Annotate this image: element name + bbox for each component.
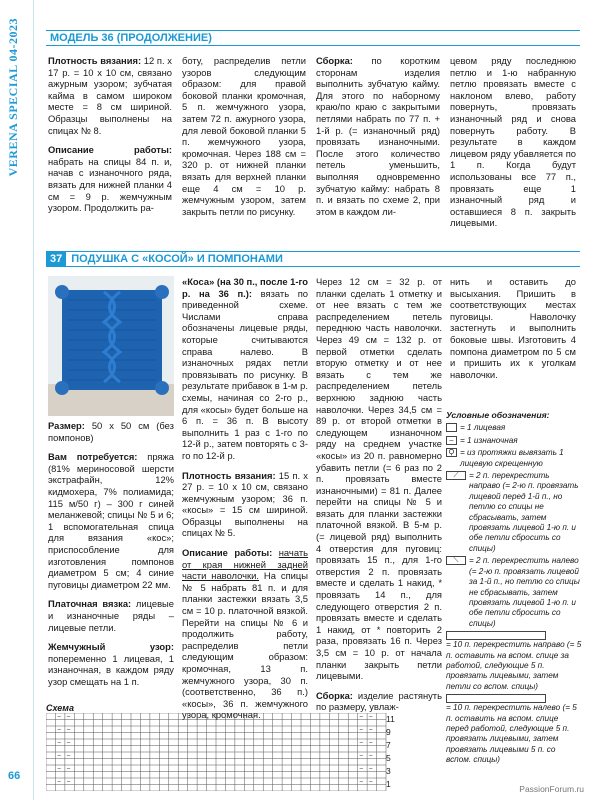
cable-right-icon: [446, 631, 546, 640]
chart-symbol: –: [57, 753, 61, 760]
s2-column-2: [182, 276, 308, 729]
cable-text: вязать по приведенной схеме. Числами справа обозначены лицевые ряды, которые считываются справа налево. В изнаночных рядах петли провязывать по рисунку. В результате прибавок в 1-м р. схемы, начиная со 2-го р., для «косы» будет больше на 6 п. = 36 п. В высоту выполнить 1 раз с 1-го по 12-й р., затем повторять с 3-го по 12-й р.: [182, 287, 309, 461]
chart-symbol: –: [369, 766, 373, 773]
chart-symbol: –: [66, 766, 71, 773]
page-sidebar: [0, 0, 34, 800]
symbol-legend: [446, 410, 582, 768]
garter-label: Платочная вязка:: [48, 598, 132, 610]
model-title: ПОДУШКА С «КОСОЙ» И ПОМПОНАМИ: [71, 253, 283, 265]
chart-symbol: –: [57, 779, 61, 786]
legend-item: ⟋ = 2 п. перекрестить направо (= 2-ю п. провязать лицевой перед 1-й п., но петлю со спицы не сбрасывать, затем провязать лицевой 1-ю п. и обе петли сбросить со спицы): [446, 471, 582, 554]
s2-column-1: [48, 420, 174, 695]
chart-symbol: –: [57, 727, 61, 734]
materials-label: Вам потребуется:: [48, 451, 138, 463]
chart-symbol: –: [66, 753, 71, 760]
density-label: Плотность вязания:: [48, 55, 142, 66]
model-number-badge: 37: [46, 252, 66, 267]
assembly2-text: изделие растянуть по размеру, увлаж-: [316, 689, 442, 713]
s1-column-4: [450, 55, 576, 237]
chart-symbol: –: [359, 753, 364, 760]
legend-item: ⟍ = 2 п. перекрестить налево (= 2-ю п. провязать лицевой за 1-й п., но петлю со спицы не сбрасывать, затем провязать лицевой 1-ю п. и обе петли сбросить со спицы): [446, 556, 582, 629]
chart-symbol: –: [369, 727, 373, 734]
magazine-title: VERENA SPECIAL 04-2023: [6, 18, 20, 177]
chart-symbol: –: [66, 740, 71, 747]
chart-symbol: –: [66, 727, 71, 734]
pillow-photo: [48, 276, 174, 416]
watermark: PassionForum.ru: [519, 784, 584, 794]
work2-label: Описание работы:: [182, 547, 273, 559]
work-text: набрать на спицы 84 п. и, начав с изнаночного ряда, вязать для нижней планки 4 см = 9 р. жемчужным узором. Продолжить ра-: [48, 155, 172, 214]
s1-col4-text: цевом ряду последнюю петлю и 1-ю набранную петлю провязать вместе с наклоном влево, работу повернуть, провязать изнаночный ряд и снова повернуть работу. В результате в каждом лицевом ряду убавляется по 1 п. Когда будут использованы все 77 п., провязать еще 1 изнаночный ряд и оставшиеся 8 п. закрыть лицевыми.: [450, 55, 576, 229]
knitting-chart: [46, 713, 392, 791]
s2-col4-text: нить и оставить до высыхания. Пришить в соответствующих местах пуговицы. Наволочку застегнуть и выполнить боковые швы. Изготовить 4 помпона диаметром по 5 см и пришить их к уголкам наволочки.: [450, 276, 576, 380]
chart-symbol: –: [369, 779, 373, 786]
page-number: 66: [8, 770, 21, 782]
chart-symbol: –: [57, 740, 61, 747]
s2-col3-text: Через 12 см = 32 р. от планки сделать 1 отметку и от нее вязать с тем же распределением петель переднюю часть наволочки. Через 49 см = 132 р. от первой отметки сделать вторую отметку и от нее вязать с тем же распределением петель верхнюю заднюю часть наволочки. Через 34,5 см = 89 р. от второй отметки в следующем изнаночном ряду на среднем участке «косы» из 20 п. равномерно убавить петли (= 6 раз по 2 п. провязать вместе изнаночными) = 81 п. Далее перейти на спицы № 5 и вязать для планки застежки платочной вязкой. В 5-м р. (= лицевой ряд) выполнить 4 отверстия для пуговиц: провязать 15 п., для 1-го отверстия 2 п. провязать вместе и сделать 1 накид, * провязать 14 п., для следующего отверстия 2 п. провязать вместе и сделать 1 накид, от * повторить 2 раза, провязать 16 п. Через 3,5 см = 10 р. от начала планки закрыть петли лицевыми.: [316, 276, 442, 682]
work2-underlined: начать от края нижней задней части наволочки.: [182, 547, 309, 582]
chart-symbol: –: [369, 753, 373, 760]
knit-symbol-icon: [446, 423, 457, 432]
chart-symbol: –: [66, 779, 71, 786]
pillow-illustration: [48, 276, 174, 416]
materials-text: пряжа (81% мериносовой шерсти экстрафайн, 12% кидмохера, 7% полиамида; 115 м/50 г) – 300 г синей меланжевой; спицы № 5 и 6; 1 вспомогательная спица для вязания «кос»; приспособление для изготовления помпонов диаметром 5 см; 4 синие пуговицы диаметром 22 мм.: [48, 451, 174, 590]
purl-symbol-icon: –: [446, 436, 457, 445]
s1-column-3: [316, 55, 440, 225]
size-label: Размер:: [48, 420, 85, 431]
chart-symbol: –: [369, 740, 373, 747]
density2-label: Плотность вязания:: [182, 469, 276, 481]
chart-symbol: –: [359, 714, 364, 721]
scheme-title: Схема: [46, 703, 74, 713]
section-title-model-36: МОДЕЛЬ 36 (ПРОДОЛЖЕНИЕ): [46, 30, 580, 46]
chart-symbol: –: [66, 714, 71, 721]
cable-label: «Коса» (на 30 п., после 1-го р. на 36 п.):: [182, 276, 308, 299]
legend-item: = 10 п. перекрестить налево (= 5 п. оставить на вспом. спице перед работой, следующие 5 п. провязать лицевыми, затем провязать лицевыми 5 п. со вспом. спицы): [446, 694, 582, 765]
chart-symbol: –: [359, 766, 364, 773]
density2-text: 15 п. х 27 р. = 10 х 10 см, связано жемчужным узором; 36 п. «косы» = 15 см шириной. Образцы выполнены на спицах № 5.: [182, 469, 308, 539]
legend-item: Ϙ = из протяжки вывязать 1 лицевую скрещенную: [446, 448, 582, 469]
cross-left-icon: ⟍: [446, 556, 466, 565]
chart-symbol: –: [57, 766, 61, 773]
seed-text: попеременно 1 лицевая, 1 изнаночная, в каждом ряду узор смещать на 1 п.: [48, 652, 174, 687]
garter-text: лицевые и изнаночные ряды – лицевые петли.: [48, 598, 174, 633]
cross-right-icon: ⟋: [446, 471, 466, 480]
density-text: 12 п. х 17 р. = 10 х 10 см, связано ажурным узором; зубчатая кайма в самом широком месте = 8 см шириной. Образцы выполнены на спицах № 8.: [48, 55, 172, 136]
twisted-stitch-icon: Ϙ: [446, 448, 457, 457]
chart-symbol: –: [359, 779, 364, 786]
s2-column-4: [450, 276, 576, 388]
legend-item: – = 1 изнаночная: [446, 436, 582, 446]
seed-label: Жемчужный узор:: [48, 641, 174, 653]
assembly-text: по коротким сторонам изделия выполнить зубчатую кайму. Для этого по наборному краю/по краю с закрытыми петлями набрать по 77 п. + 1-й р. (= изнаночный ряд) провязать изнаночными. После этого количество петель уменьшить, выполняя одновременно зубчатую кайму: набрать 8 п. и вязать по схеме 2, при этом в каждом ли-: [316, 55, 440, 217]
chart-symbol: –: [359, 727, 364, 734]
section-title-model-37: [46, 251, 580, 267]
work2-text: На спицы № 5 набрать 81 п. и для планки застежки вязать 3,5 см = 10 р. платочной вязкой. Перейти на спицы № 6 и продолжить работу, распределив петли следующим образом: кромочная, 13 п. жемчужного узора, 30 п. (соответственно, 36 п.) «косы», 36 п. жемчужного узора, кромочная.: [182, 570, 308, 721]
s1-col2-text: боту, распределив петли узоров следующим образом: для правой боковой планки кромочная, 5 п. жемчужного узора, затем 72 п. ажурного узора, для левой боковой планки 5 п. жемчужного узора, кромочная. Через 188 см = 320 р. от нижней планки вязать для верхней планки еще 4 см = 10 р. жемчужным узором, затем закрыть петли по рисунку.: [182, 55, 306, 217]
assembly-label: Сборка:: [316, 55, 353, 66]
size-text: 50 х 50 см (без помпонов): [48, 420, 174, 443]
s1-column-1: [48, 55, 172, 222]
chart-symbol: –: [359, 740, 364, 747]
chart-row-numbers: 11 9 7 5 3 1: [386, 714, 395, 789]
chart-symbol: –: [369, 714, 373, 721]
cable-left-icon: [446, 694, 546, 703]
legend-item: = 10 п. перекрестить направо (= 5 п. оставить на вспом. спице за работой, следующие 5 п. провязать лицевыми, затем петли со вспом. спицы): [446, 631, 582, 692]
s1-column-2: [182, 55, 306, 225]
chart-symbol: –: [57, 714, 61, 721]
assembly2-label: Сборка:: [316, 689, 353, 701]
legend-title: Условные обозначения:: [446, 410, 550, 420]
work-label: Описание работы:: [48, 144, 172, 156]
legend-item: = 1 лицевая: [446, 423, 582, 433]
s2-column-3: [316, 276, 442, 721]
